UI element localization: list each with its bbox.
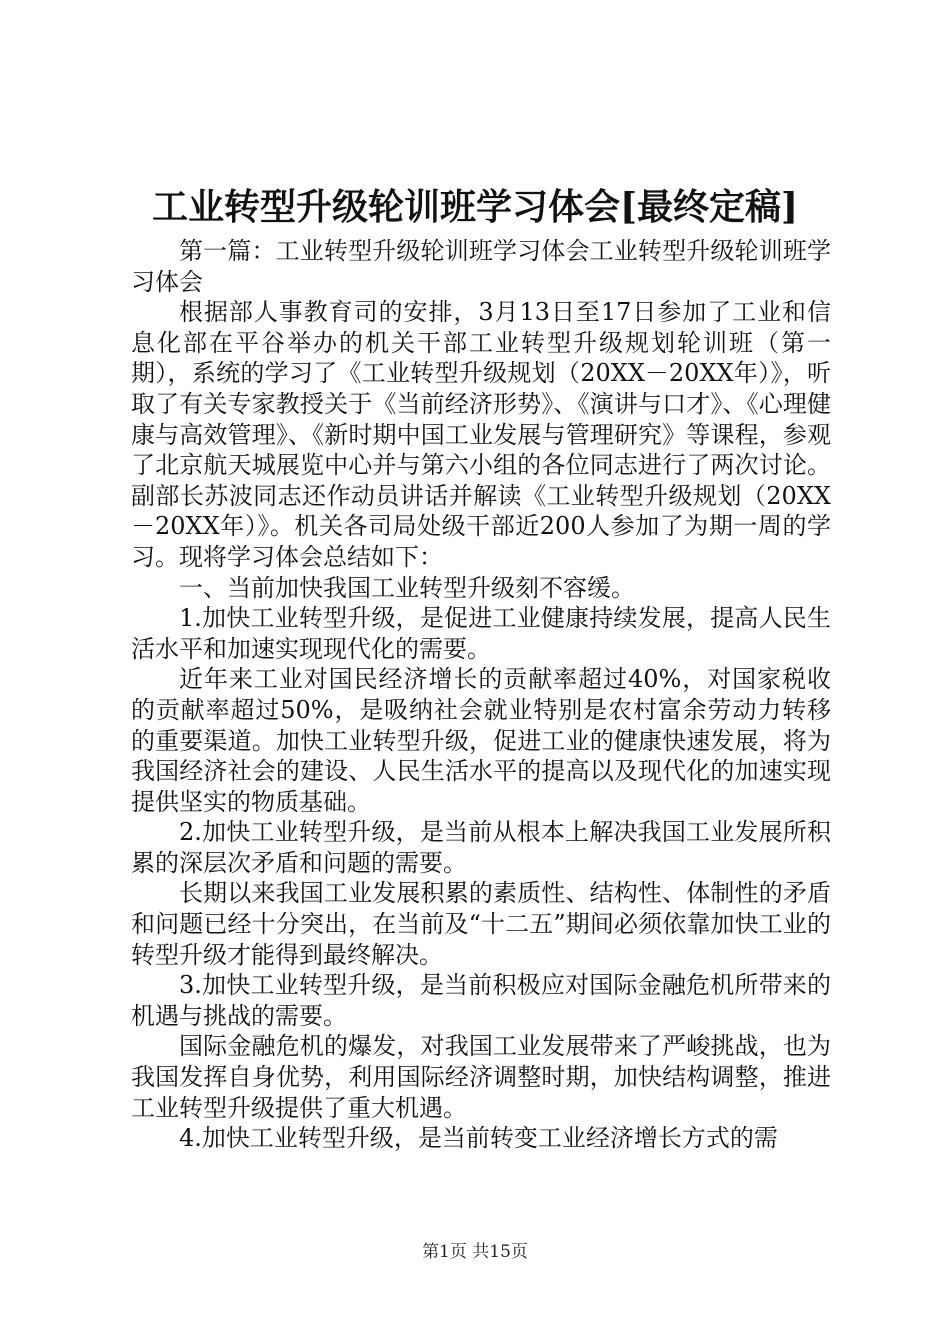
document-body <box>131 236 831 1154</box>
paragraph: 1.加快工业转型升级，是促进工业健康持续发展，提高人民生活水平和加速实现现代化的需要。 <box>131 604 831 663</box>
paragraph: 近年来工业对国民经济增长的贡献率超过40%，对国家税收的贡献率超过50%，是吸纳社会就业特别是农村富余劳动力转移的重要渠道。加快工业转型升级，促进工业的健康快速发展，将为我国经济社会的建设、人民生活水平的提高以及现代化的加速实现提供坚实的物质基础。 <box>131 665 831 816</box>
page-number: 第1页 共15页 <box>422 1242 528 1262</box>
document-title: 工业转型升级轮训班学习体会[最终定稿] <box>151 186 799 228</box>
paragraph: 4.加快工业转型升级，是当前转变工业经济增长方式的需 <box>179 1124 778 1153</box>
paragraph: 第一篇：工业转型升级轮训班学习体会工业转型升级轮训班学习体会 <box>131 237 831 296</box>
section-heading: 一、当前加快我国工业转型升级刻不容缓。 <box>179 573 635 602</box>
paragraph: 2.加快工业转型升级，是当前从根本上解决我国工业发展所积累的深层次矛盾和问题的需要。 <box>131 818 831 877</box>
paragraph: 根据部人事教育司的安排，3月13日至17日参加了工业和信息化部在平谷举办的机关干部工业转型升级规划轮训班（第一期），系统的学习了《工业转型升级规划（20XX－20XX年）》，听取了有关专家教授关于《当前经济形势》、《演讲与口才》、《心理健康与高效管理》、《新时期中国工业发展与管理研究》等课程，参观了北京航天城展览中心并与第六小组的各位同志进行了两次讨论。副部长苏波同志还作动员讲话并解读《工业转型升级规划（20XX－20XX年）》。机关各司局处级干部近200人参加了为期一周的学习。现将学习体会总结如下： <box>131 298 831 571</box>
paragraph: 3.加快工业转型升级，是当前积极应对国际金融危机所带来的机遇与挑战的需要。 <box>131 971 831 1030</box>
paragraph: 国际金融危机的爆发，对我国工业发展带来了严峻挑战，也为我国发挥自身优势，利用国际经济调整时期，加快结构调整，推进工业转型升级提供了重大机遇。 <box>131 1032 831 1122</box>
paragraph: 长期以来我国工业发展积累的素质性、结构性、体制性的矛盾和问题已经十分突出，在当前及“十二五”期间必须依靠加快工业的转型升级才能得到最终解决。 <box>131 879 831 969</box>
